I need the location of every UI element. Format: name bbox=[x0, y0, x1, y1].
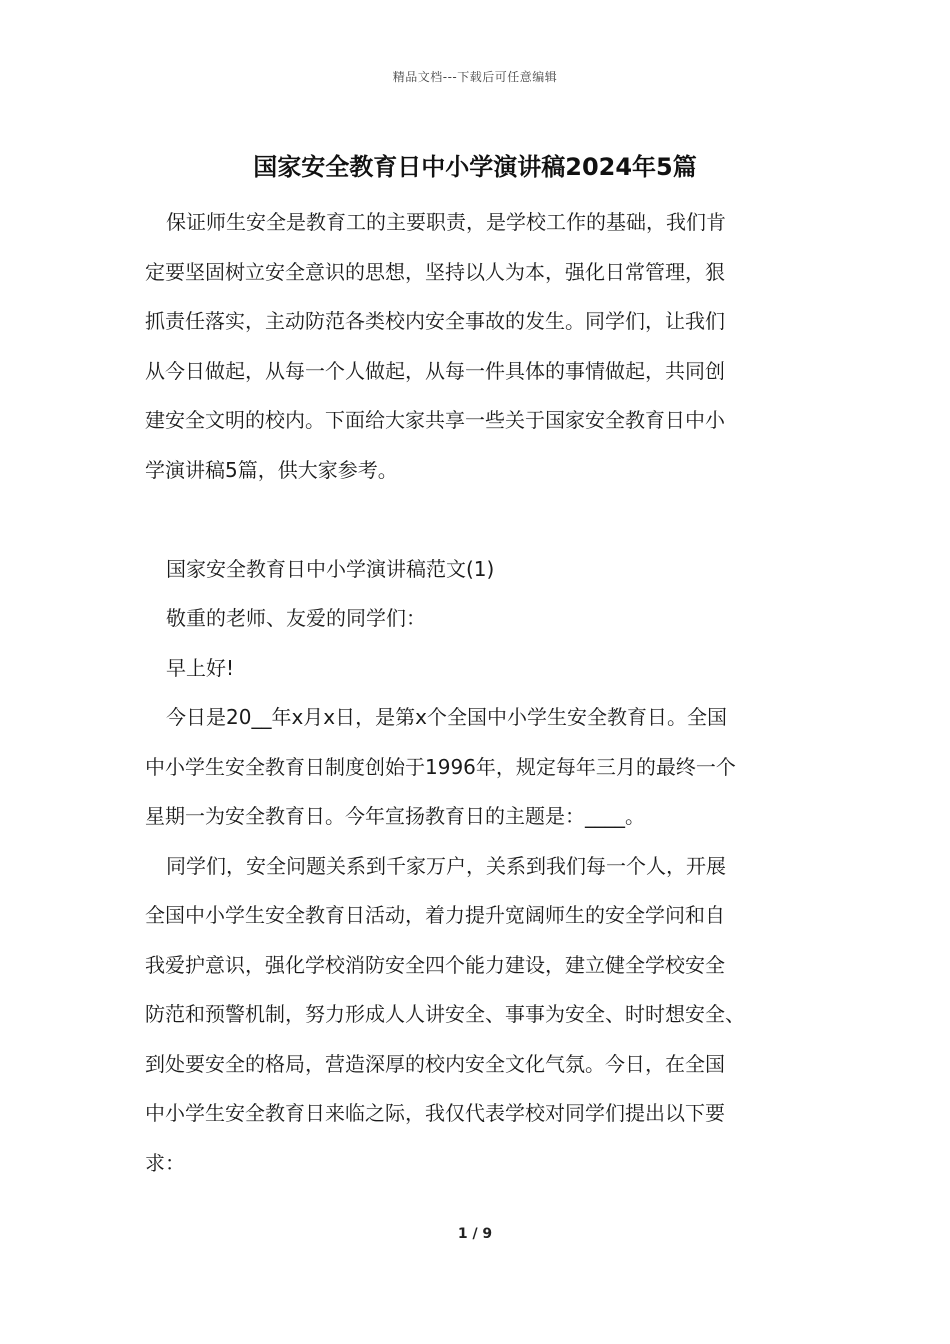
document-title: 国家安全教育日中小学演讲稿2024年5篇 bbox=[253, 153, 697, 181]
text-line: 全国中小学生安全教育日活动，着力提升宽阔师生的安全学问和自 bbox=[145, 903, 725, 927]
text-line: 中小学生安全教育日来临之际，我仅代表学校对同学们提出以下要 bbox=[145, 1101, 725, 1125]
page-header: 精品文档---下载后可任意编辑 bbox=[392, 70, 558, 84]
text-line: 我爱护意识，强化学校消防安全四个能力建设，建立健全学校安全 bbox=[145, 952, 725, 977]
text-line: 今日是20__年x月x日，是第x个全国中小学生安全教育日。全国 bbox=[166, 705, 727, 729]
text-line: 防范和预警机制，努力形成人人讲安全、事事为安全、时时想安全、 bbox=[145, 1002, 745, 1026]
paragraph-date bbox=[145, 693, 825, 842]
text-line: 定要坚固树立安全意识的思想，坚持以人为本，强化日常管理，狠 bbox=[145, 259, 725, 284]
document-body bbox=[145, 198, 825, 1188]
text-line: 建安全文明的校内。下面给大家共享一些关于国家安全教育日中小 bbox=[145, 408, 725, 432]
page-number: 1 / 9 bbox=[457, 1226, 493, 1242]
text-line: 抓责任落实，主动防范各类校内安全事故的发生。同学们，让我们 bbox=[145, 309, 725, 333]
paragraph-gap bbox=[145, 495, 825, 545]
text-line: 学演讲稿5篇，供大家参考。 bbox=[145, 457, 398, 482]
text-line: 星期一为安全教育日。今年宣扬教育日的主题是：____。 bbox=[145, 804, 645, 828]
greeting: 早上好! bbox=[166, 655, 235, 680]
intro-paragraph bbox=[145, 198, 825, 495]
section-heading: 国家安全教育日中小学演讲稿范文(1) bbox=[166, 556, 495, 581]
text-line: 求： bbox=[145, 1150, 185, 1175]
text-line: 从今日做起，从每一个人做起，从每一件具体的事情做起，共同创 bbox=[145, 358, 725, 383]
text-line: 同学们，安全问题关系到千家万户，关系到我们每一个人，开展 bbox=[166, 853, 726, 878]
text-line: 中小学生安全教育日制度创始于1996年，规定每年三月的最终一个 bbox=[145, 754, 736, 779]
paragraph-requirements bbox=[145, 842, 825, 1189]
text-line: 到处要安全的格局，营造深厚的校内安全文化气氛。今日，在全国 bbox=[145, 1051, 725, 1076]
salutation: 敬重的老师、友爱的同学们： bbox=[166, 606, 426, 630]
text-line: 保证师生安全是教育工的主要职责，是学校工作的基础，我们肯 bbox=[166, 210, 726, 234]
